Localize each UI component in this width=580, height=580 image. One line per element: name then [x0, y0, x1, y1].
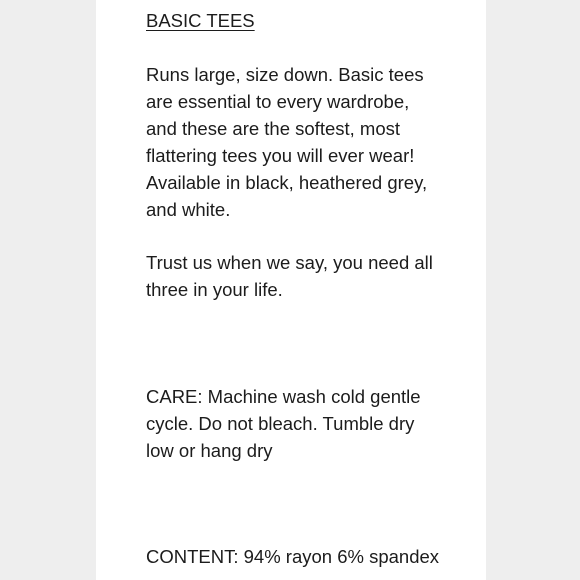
trust-line: Trust us when we say, you need all [146, 252, 433, 273]
care-line: low or hang dry [146, 440, 273, 461]
product-description [146, 61, 427, 223]
description-line: Runs large, size down. Basic tees [146, 64, 424, 85]
description-line: and these are the softest, most [146, 118, 401, 139]
trust-paragraph [146, 249, 433, 303]
right-margin [486, 0, 580, 580]
description-line: Available in black, heathered grey, [146, 172, 428, 193]
left-margin [0, 0, 96, 580]
care-line: CARE: Machine wash cold gentle [146, 386, 421, 407]
trust-line: three in your life. [146, 279, 283, 300]
product-title: BASIC TEES [146, 10, 255, 31]
description-line: flattering tees you will ever wear! [146, 145, 415, 166]
care-instructions [146, 383, 421, 464]
fabric-content: CONTENT: 94% rayon 6% spandex [146, 546, 440, 567]
care-line: cycle. Do not bleach. Tumble dry [146, 413, 415, 434]
description-line: are essential to every wardrobe, [146, 91, 410, 112]
description-line: and white. [146, 199, 231, 220]
